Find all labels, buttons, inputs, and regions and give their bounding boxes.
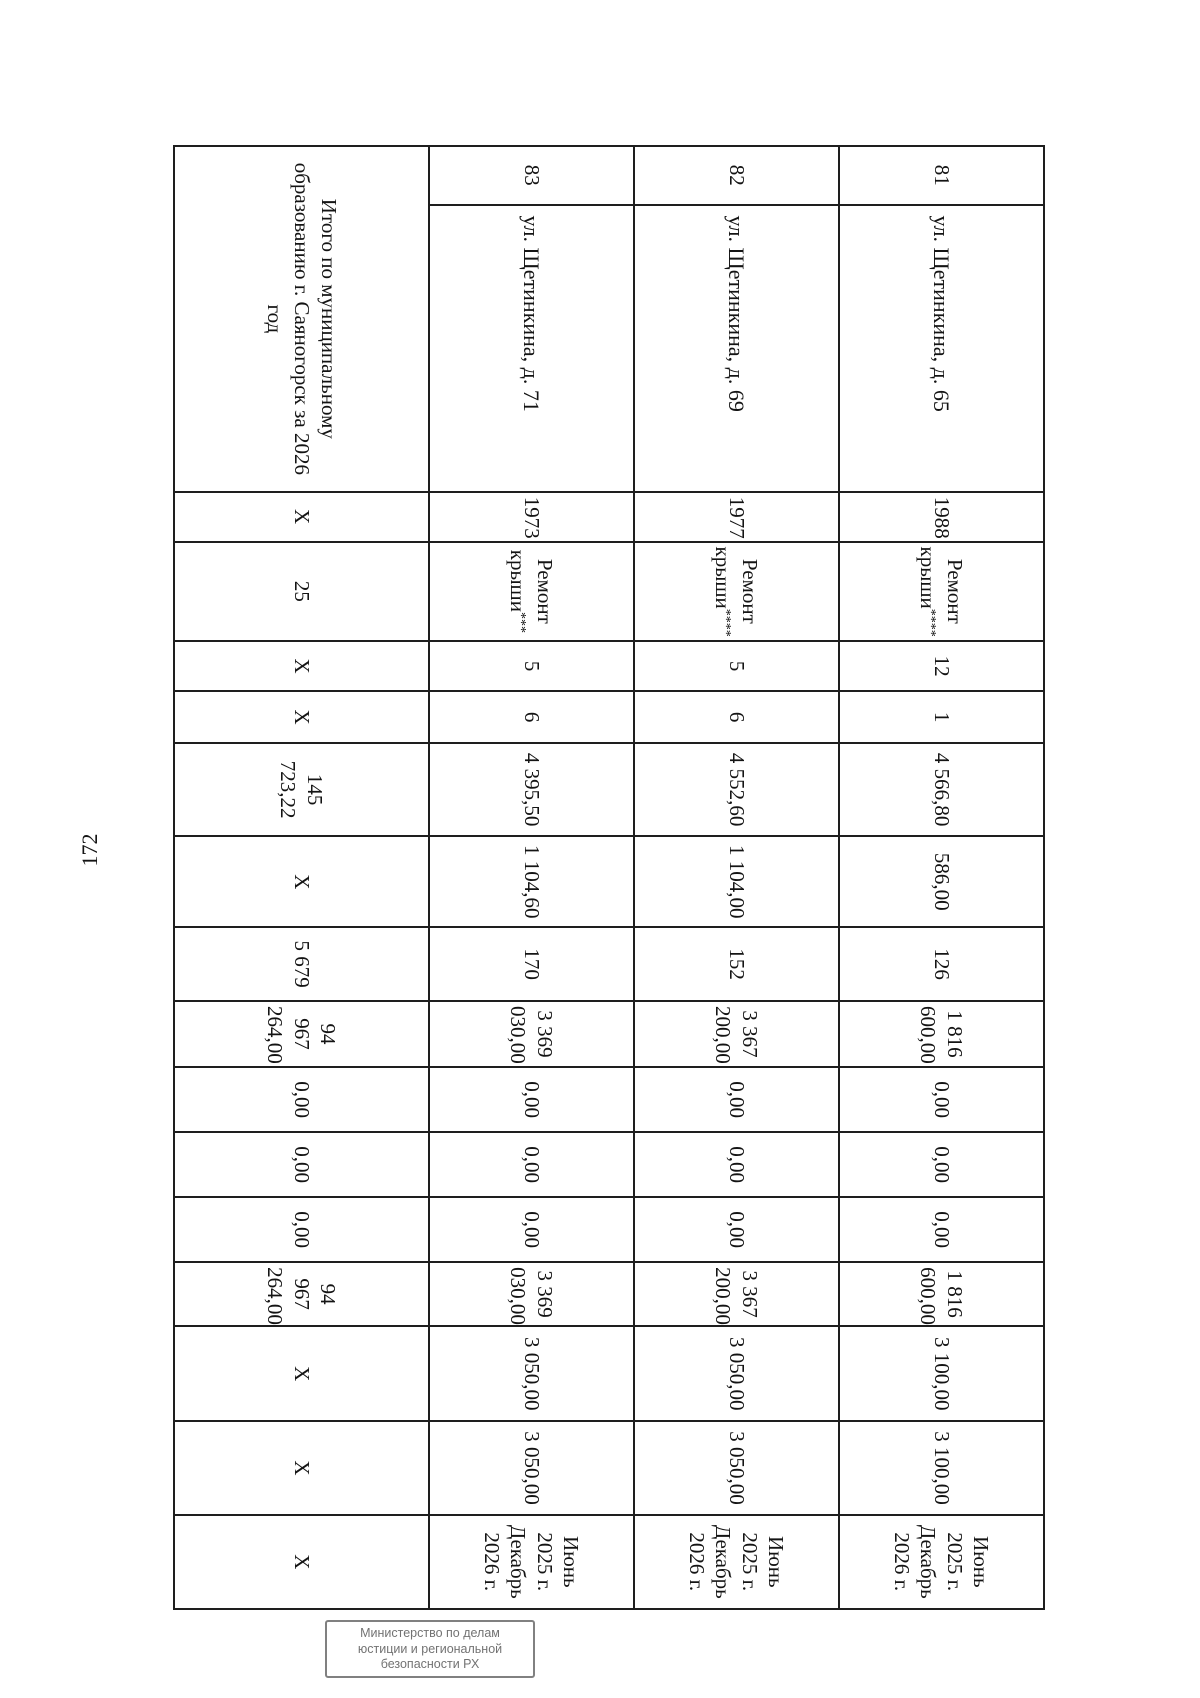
cost-total-cell: 3 367 200,00 — [634, 1001, 839, 1067]
cost-owners-cell: 3 367 200,00 — [634, 1262, 839, 1326]
total-unit-cost-cell: X — [174, 1326, 429, 1421]
residents-cell: 152 — [634, 927, 839, 1001]
cost-cell: 0,00 — [429, 1067, 634, 1132]
cost-total-cell: 1 816 600,00 — [839, 1001, 1044, 1067]
cost-cell: 0,00 — [429, 1132, 634, 1197]
ministry-stamp — [325, 1620, 535, 1678]
stamp-line: юстиции и региональной — [357, 1641, 503, 1656]
year-cell: 1973 — [429, 492, 634, 542]
residents-cell: 126 — [839, 927, 1044, 1001]
address-cell: ул. Щетинкина, д. 65 — [839, 205, 1044, 492]
row-number-cell: 83 — [429, 146, 634, 205]
work-type-text: Ремонт крыши — [916, 546, 967, 624]
total-unit-cost-limit-cell: X — [174, 1421, 429, 1514]
address-cell: ул. Щетинкина, д. 71 — [429, 205, 634, 492]
work-type-text: Ремонт крыши — [711, 546, 762, 624]
table-row — [429, 146, 634, 1609]
stamp-line: безопасности РХ — [380, 1657, 480, 1672]
total-year-cell: X — [174, 492, 429, 542]
total-residents-cell: 5 679 — [174, 927, 429, 1001]
cost-cell: 0,00 — [429, 1197, 634, 1262]
year-cell: 1988 — [839, 492, 1044, 542]
area-cell: 4 395,50 — [429, 743, 634, 836]
value-cell: 12 — [839, 641, 1044, 691]
address-cell: ул. Щетинкина, д. 69 — [634, 205, 839, 492]
footnote-mark: **** — [718, 608, 734, 637]
value-cell: 1 — [839, 691, 1044, 743]
value-cell: 6 — [429, 691, 634, 743]
total-cost-cell: 94 967 264,00 — [174, 1001, 429, 1067]
row-number-cell: 82 — [634, 146, 839, 205]
total-label-cell: Итого по муниципальному образованию г. Саяногорск за 2026 год — [174, 146, 429, 492]
total-schedule-cell: X — [174, 1515, 429, 1609]
cost-total-cell: 3 369 030,00 — [429, 1001, 634, 1067]
schedule-cell — [429, 1515, 634, 1609]
total-value-cell: X — [174, 691, 429, 743]
year-cell: 1977 — [634, 492, 839, 542]
schedule-end: Декабрь 2026 г. — [685, 1524, 736, 1599]
page-number: 172 — [77, 833, 102, 867]
stamp-line: Министерство по делам — [360, 1626, 500, 1640]
total-value-cell: X — [174, 641, 429, 691]
work-type-text: Ремонт крыши — [506, 549, 557, 624]
unit-cost-cell: 3 050,00 — [429, 1326, 634, 1421]
residents-cell: 170 — [429, 927, 634, 1001]
schedule-cell — [839, 1515, 1044, 1609]
work-type-cell — [429, 542, 634, 642]
row-number-cell: 81 — [839, 146, 1044, 205]
total-cost-cell: 0,00 — [174, 1067, 429, 1132]
total-cost-owners-cell: 94 967 264,00 — [174, 1262, 429, 1326]
schedule-cell — [634, 1515, 839, 1609]
table-row — [634, 146, 839, 1609]
work-type-cell — [839, 542, 1044, 642]
total-cost-cell: 0,00 — [174, 1197, 429, 1262]
work-type-cell — [634, 542, 839, 642]
unit-cost-limit-cell: 3 050,00 — [634, 1421, 839, 1514]
cost-cell: 0,00 — [839, 1067, 1044, 1132]
area-cell: 4 566,80 — [839, 743, 1044, 836]
value-cell: 5 — [429, 641, 634, 691]
value-cell: 5 — [634, 641, 839, 691]
schedule-end: Декабрь 2026 г. — [890, 1524, 941, 1599]
total-area-cell: X — [174, 836, 429, 927]
value-cell: 6 — [634, 691, 839, 743]
schedule-start: Июнь 2025 г. — [737, 1532, 788, 1592]
cost-owners-cell: 3 369 030,00 — [429, 1262, 634, 1326]
cost-cell: 0,00 — [634, 1067, 839, 1132]
area-cell: 1 104,00 — [634, 836, 839, 927]
repair-schedule-table — [173, 145, 1045, 1610]
schedule-end: Декабрь 2026 г. — [480, 1524, 531, 1599]
cost-cell: 0,00 — [839, 1197, 1044, 1262]
footnote-mark: **** — [923, 608, 939, 637]
cost-cell: 0,00 — [634, 1197, 839, 1262]
rotated-table-frame — [175, 145, 1045, 1610]
footnote-mark: *** — [513, 611, 529, 633]
total-row — [174, 146, 429, 1609]
cost-cell: 0,00 — [634, 1132, 839, 1197]
total-cost-cell: 0,00 — [174, 1132, 429, 1197]
unit-cost-limit-cell: 3 100,00 — [839, 1421, 1044, 1514]
unit-cost-limit-cell: 3 050,00 — [429, 1421, 634, 1514]
total-count-cell: 25 — [174, 542, 429, 642]
cost-owners-cell: 1 816 600,00 — [839, 1262, 1044, 1326]
cost-cell: 0,00 — [839, 1132, 1044, 1197]
unit-cost-cell: 3 100,00 — [839, 1326, 1044, 1421]
roof-repair-table-area — [175, 145, 1045, 1610]
area-cell: 1 104,60 — [429, 836, 634, 927]
unit-cost-cell: 3 050,00 — [634, 1326, 839, 1421]
schedule-start: Июнь 2025 г. — [942, 1532, 993, 1592]
total-area-cell: 145 723,22 — [174, 743, 429, 836]
schedule-start: Июнь 2025 г. — [532, 1532, 583, 1592]
area-cell: 4 552,60 — [634, 743, 839, 836]
table-row — [839, 146, 1044, 1609]
area-cell: 586,00 — [839, 836, 1044, 927]
